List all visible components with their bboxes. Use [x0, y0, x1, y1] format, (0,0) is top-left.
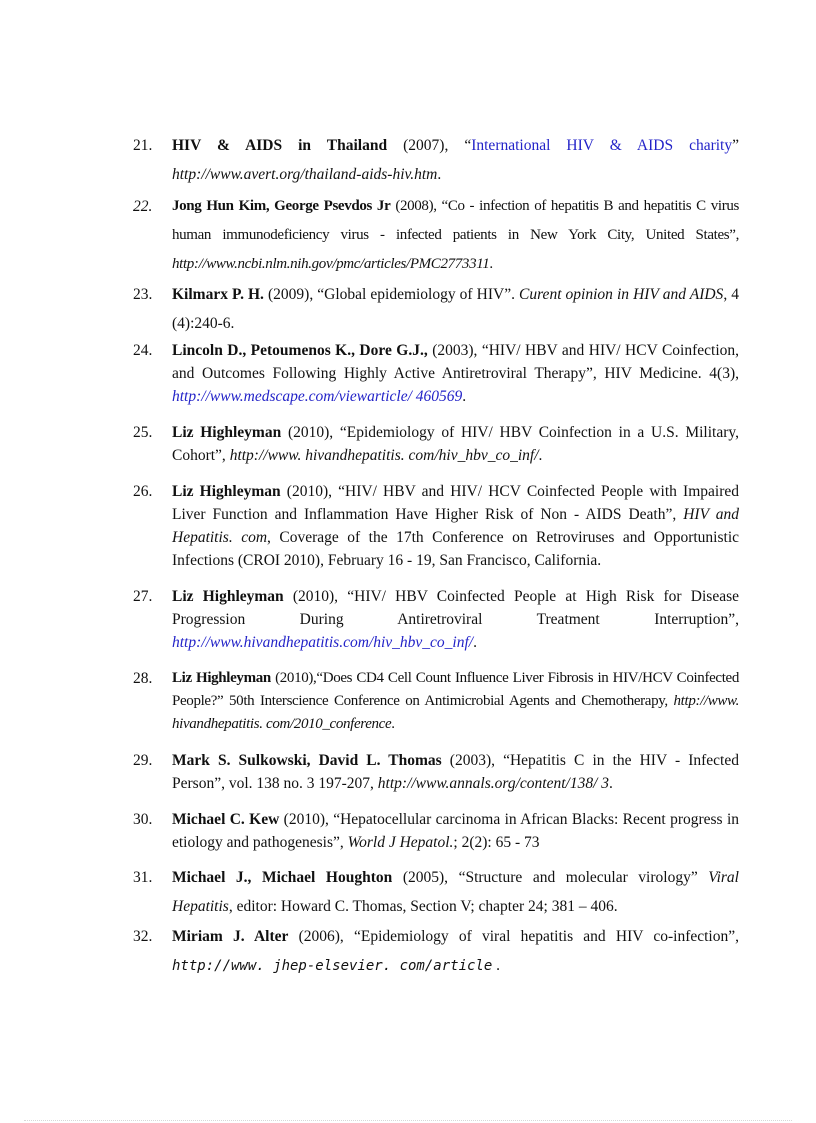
reference-tail: . — [462, 388, 467, 405]
reference-author: Kilmarx P. H. — [172, 286, 264, 303]
reference-tail: . — [489, 256, 493, 272]
reference-item-23 — [133, 280, 739, 338]
reference-text: (2010), “HIV/ HBV Coinfected People at High Risk for Disease Progression During Antiretroviral Treatment Interruption”, — [172, 588, 739, 628]
reference-item-28 — [133, 667, 739, 736]
reference-author: Liz Highleyman — [172, 588, 284, 605]
reference-tail: . — [391, 716, 395, 732]
reference-tail: , 4 (4):240-6. — [172, 286, 739, 332]
reference-text: (2010),“Does CD4 Cell Count Influence Liver Fibrosis in HIV/HCV Coinfected People?” 50th Interscience Conference on Antimicrobial Agents and Chemotherapy, — [172, 670, 739, 709]
reference-title-link[interactable]: International HIV & AIDS charity — [471, 137, 733, 154]
reference-tail: . — [492, 957, 501, 974]
reference-body — [172, 922, 739, 981]
reference-body — [172, 863, 739, 921]
reference-number: 24. — [133, 342, 153, 359]
reference-journal: World J Hepatol. — [347, 834, 454, 851]
reference-item-32 — [133, 922, 739, 981]
reference-item-30 — [133, 808, 739, 854]
reference-author: Liz Highleyman — [172, 483, 281, 500]
reference-text: ” — [732, 137, 740, 154]
reference-text: (2010), “Hepatocellular carcinoma in African Blacks: Recent progress in etiology and pathogenesis”, — [172, 811, 740, 851]
reference-list — [133, 131, 739, 981]
reference-body — [172, 585, 739, 654]
reference-url[interactable]: http://www.medscape.com/viewarticle/ 460569 — [172, 388, 463, 405]
reference-body — [172, 339, 739, 408]
reference-text: (2010), “Epidemiology of HIV/ HBV Coinfection in a U.S. Military, Cohort”, — [172, 424, 739, 464]
reference-body — [172, 808, 739, 854]
reference-text: (2010), “HIV/ HBV and HIV/ HCV Coinfected People with Impaired Liver Function and Inflammation Have Higher Risk of Non - AIDS Death”, — [172, 483, 739, 523]
reference-body — [172, 749, 739, 795]
reference-tail: . — [538, 447, 543, 464]
reference-text: (2008), “Co - infection of hepatitis B and hepatitis C virus human immunodeficiency virus - infected patients in New York City, United States”, — [172, 198, 740, 243]
reference-number: 23. — [133, 286, 153, 303]
reference-number: 21. — [133, 137, 153, 154]
reference-item-29 — [133, 749, 739, 795]
reference-tail: , editor: Howard C. Thomas, Section V; chapter 24; 381 – 406. — [228, 898, 618, 915]
reference-text: (2005), “Structure and molecular virology” — [392, 869, 709, 886]
reference-tail: . — [437, 166, 442, 183]
reference-url[interactable]: http://www.avert.org/thailand-aids-hiv.htm — [172, 166, 438, 183]
reference-journal: Curent opinion in HIV and AIDS — [519, 286, 724, 303]
reference-text: (2003), “HIV/ HBV and HIV/ HCV Coinfection, and Outcomes Following Highly Active Antiretroviral Therapy”, HIV Medicine. 4(3), — [172, 342, 739, 382]
reference-author: Michael J., Michael Houghton — [172, 869, 393, 886]
reference-author: Michael C. Kew — [172, 811, 280, 828]
reference-text: (2006), “Epidemiology of viral hepatitis and HIV co-infection”, — [288, 928, 739, 945]
reference-author: Miriam J. Alter — [172, 928, 289, 945]
page-bottom-divider — [24, 1120, 792, 1121]
reference-item-26 — [133, 480, 739, 572]
reference-number: 25. — [133, 424, 153, 441]
reference-item-25 — [133, 421, 739, 467]
reference-url[interactable]: http://www. jhep-elsevier. com/article — [172, 958, 493, 974]
reference-url[interactable]: http://www.ncbi.nlm.nih.gov/pmc/articles/PMC2773311 — [172, 256, 490, 272]
reference-number: 22. — [133, 198, 153, 215]
reference-journal: Viral Hepatitis — [172, 869, 739, 915]
reference-number: 26. — [133, 483, 153, 500]
reference-author: Jong Hun Kim, George Psevdos Jr — [172, 198, 391, 214]
reference-item-21 — [133, 131, 739, 189]
reference-tail: , Coverage of the 17th Conference on Retroviruses and Opportunistic Infections (CROI 2010), February 16 - 19, San Francisco, California. — [172, 529, 740, 569]
reference-tail: . — [609, 775, 613, 792]
reference-body — [172, 421, 739, 467]
reference-url[interactable]: http://www.hivandhepatitis.com/hiv_hbv_co_inf/ — [172, 634, 474, 651]
reference-source: HIV and Hepatitis. com — [172, 506, 739, 546]
reference-text: (2003), “Hepatitis C in the HIV - Infected Person”, vol. 138 no. 3 197-207, — [172, 752, 739, 792]
reference-body — [172, 480, 739, 572]
reference-url[interactable]: http://www. hivandhepatitis. com/hiv_hbv_co_inf/ — [229, 447, 539, 464]
reference-author: Mark S. Sulkowski, David L. Thomas — [172, 752, 442, 769]
reference-url[interactable]: http://www. hivandhepatitis. com/2010_conference — [172, 693, 739, 732]
reference-number: 30. — [133, 811, 153, 828]
reference-item-24 — [133, 339, 739, 408]
reference-body — [172, 192, 739, 279]
reference-body — [172, 131, 739, 189]
reference-number: 28. — [133, 670, 153, 687]
reference-url[interactable]: http://www.annals.org/content/138/ 3 — [377, 775, 610, 792]
reference-number: 29. — [133, 752, 153, 769]
reference-author: HIV & AIDS in Thailand — [172, 137, 388, 154]
reference-item-27 — [133, 585, 739, 654]
reference-body — [172, 280, 739, 338]
reference-text: (2009), “Global epidemiology of HIV”. — [263, 286, 520, 303]
reference-body — [172, 667, 739, 736]
reference-number: 32. — [133, 928, 153, 945]
reference-tail: . — [473, 634, 477, 651]
reference-number: 27. — [133, 588, 153, 605]
reference-author: Liz Highleyman — [172, 670, 271, 686]
reference-tail: ; 2(2): 65 - 73 — [453, 834, 540, 851]
reference-item-22 — [133, 192, 739, 279]
reference-year: (2007), “ — [387, 137, 472, 154]
reference-number: 31. — [133, 869, 153, 886]
reference-author: Lincoln D., Petoumenos K., Dore G.J., — [172, 342, 428, 359]
reference-author: Liz Highleyman — [172, 424, 282, 441]
reference-item-31 — [133, 863, 739, 921]
